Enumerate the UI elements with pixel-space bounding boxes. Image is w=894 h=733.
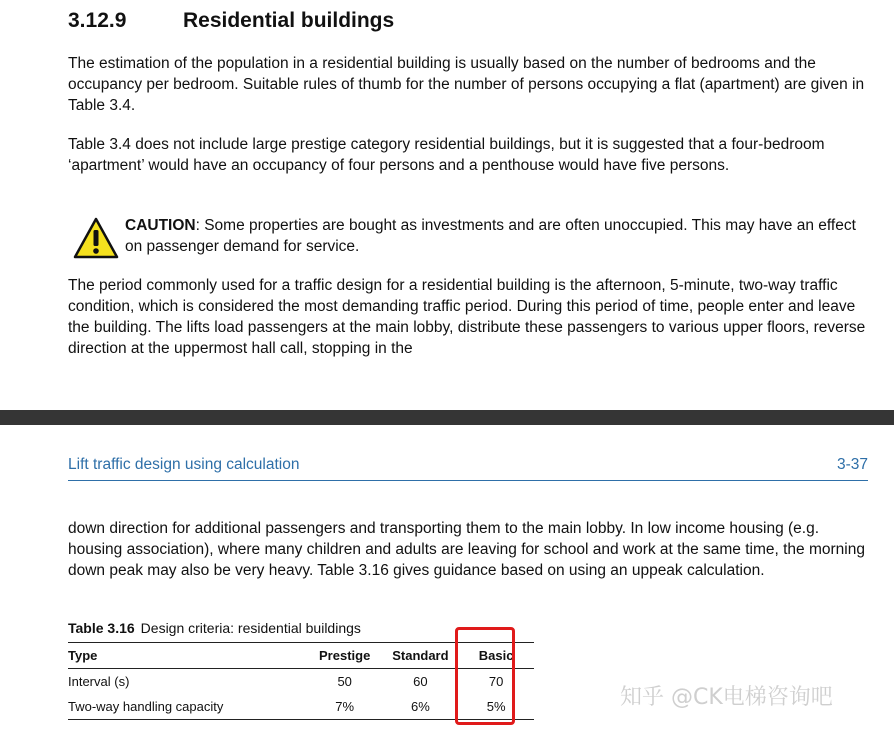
caution-label: CAUTION [125, 217, 196, 234]
column-header-type: Type [68, 648, 98, 663]
section-number: 3.12.9 [68, 9, 127, 32]
running-head-title: Lift traffic design using calculation [68, 456, 300, 473]
paragraph-table-note: Table 3.4 does not include large prestige category residential buildings, but it is suggested that a four-bedroom ‘apartment’ would have an occupancy of four persons and a penthouse would have five persons. [68, 136, 825, 174]
section-heading [68, 9, 394, 33]
table-caption-text: Design criteria: residential buildings [140, 620, 361, 636]
watermark: 知乎 @CK电梯咨询吧 [620, 685, 833, 710]
column-header-prestige: Prestige [319, 648, 371, 663]
column-header-basic: Basic [478, 648, 514, 663]
table-cell: 5% [486, 699, 506, 714]
column-header-standard: Standard [392, 648, 449, 663]
table-caption [68, 620, 361, 636]
caution-box [73, 213, 873, 261]
table-cell: 50 [337, 674, 352, 689]
page-divider [0, 410, 894, 425]
table-cell: 60 [413, 674, 428, 689]
section-title: Residential buildings [183, 9, 395, 32]
paragraph-population: The estimation of the population in a residential building is usually based on the number of bedrooms and the occupancy per bedroom. Suitable rules of thumb for the number of persons occupying a flat (apartment) are given in Table 3.4. [68, 55, 865, 114]
basic-column-highlight [455, 627, 515, 725]
table-cell: Interval (s) [68, 674, 130, 689]
table-cell: 7% [335, 699, 355, 714]
paragraph-continuation: down direction for additional passengers and transporting them to the main lobby. In low income housing (e.g. housing association), where many children and adults are leaving for school and work at the same time, the morning down peak may also be very heavy. Table 3.16 gives guidance based on using an uppeak calculation. [68, 520, 865, 579]
page-number: 3-37 [836, 456, 868, 473]
table-cell: Two-way handling capacity [68, 699, 224, 714]
table-caption-label: Table 3.16 [68, 620, 135, 636]
running-head [68, 456, 868, 481]
caution-message: : Some properties are bought as investments and are often unoccupied. This may have an effect on passenger demand for service. [125, 217, 856, 255]
table-cell: 6% [410, 699, 430, 714]
caution-text [125, 215, 865, 257]
table-cell: 70 [488, 674, 504, 689]
paragraph-traffic-period: The period commonly used for a traffic design for a residential building is the afternoon, 5-minute, two-way traffic condition, which is considered the most demanding traffic period. During this period of time, people enter and leave the building. The lifts load passengers at the main lobby, distribute these passengers to various upper floors, reverse direction at the uppermost hall call, stopping in the [68, 277, 866, 357]
warning-triangle-icon [73, 217, 119, 259]
